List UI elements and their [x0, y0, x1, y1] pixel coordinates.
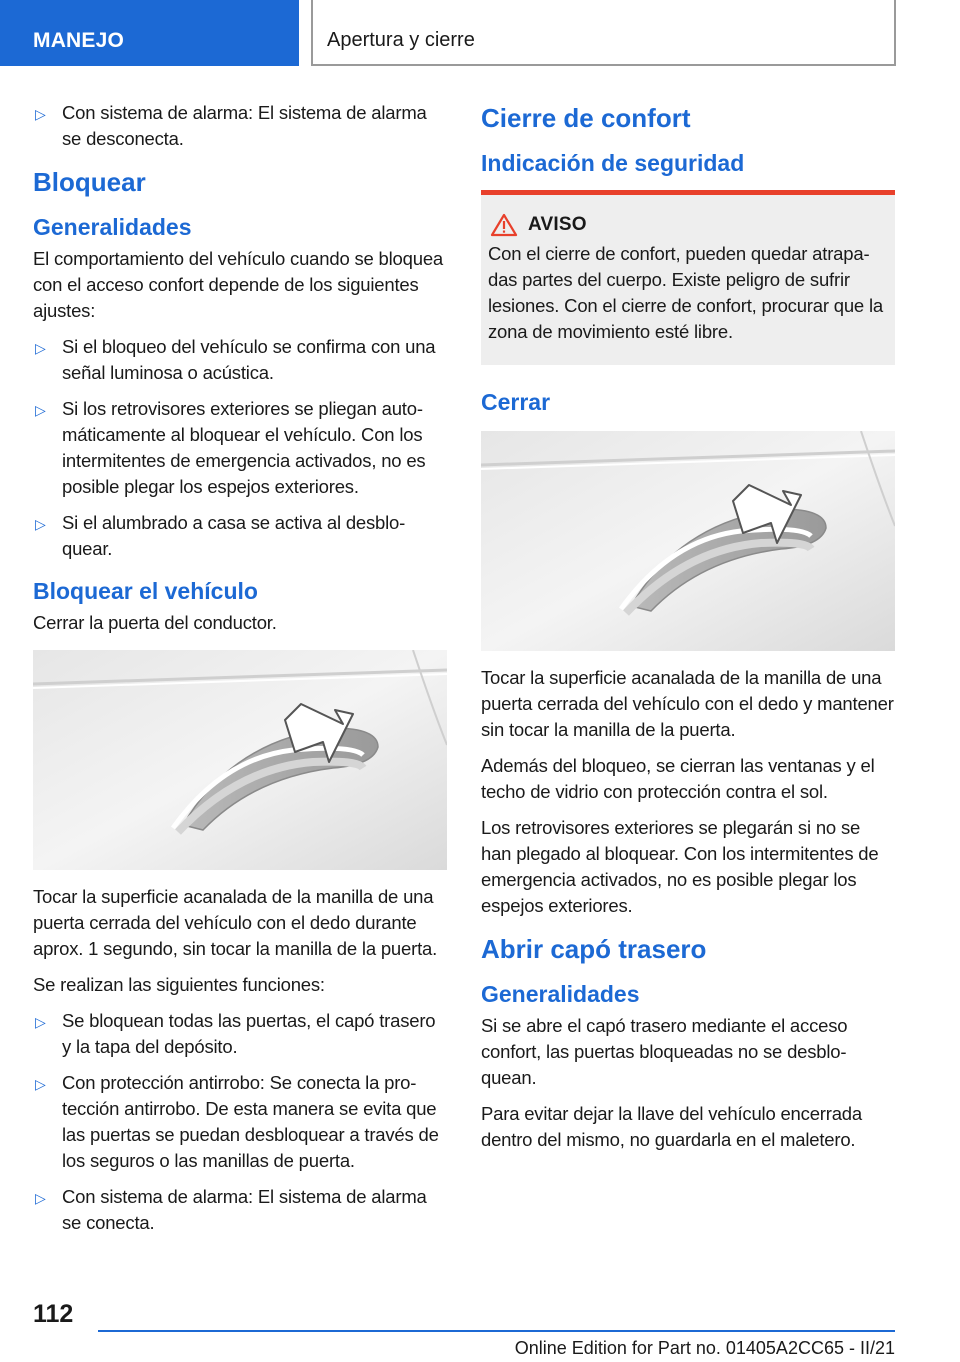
list-item: ▷ Si los retrovisores exteriores se pliegan automáticamente al bloquear el vehículo. Con los intermitentes de emergencia activados, no es posible plegar los espejos exteriores. [35, 398, 426, 497]
settings-list [33, 334, 447, 562]
paragraph: Para evitar dejar la llave del vehículo encerrada dentro del mismo, no guardarla en el maletero. [481, 1103, 862, 1150]
section-title: MANEJO [33, 29, 125, 52]
triangle-right-icon: ▷ [35, 340, 46, 356]
subheading-generalidades: Generalidades [33, 214, 192, 240]
left-column [33, 100, 447, 1246]
list-item: ▷ Se bloquean todas las puertas, el capó trasero y la tapa del depósito. [35, 1010, 436, 1057]
page-number: 112 [33, 1300, 74, 1328]
triangle-right-icon: ▷ [35, 1190, 46, 1206]
paragraph: Tocar la superficie acanalada de la manilla de una puerta cerrada del vehículo con el dedo y mantener sin tocar la manilla de la puerta. [481, 667, 894, 740]
paragraph: Si se abre el capó trasero mediante el acceso confort, las puertas bloqueadas no se desbloquean. [481, 1015, 848, 1088]
door-handle-illustration [481, 431, 895, 651]
warning-text: Con el cierre de confort, pueden quedar atrapadas partes del cuerpo. Existe peligro de sufrir lesiones. Con el cierre de confort, procurar que la zona de movimiento esté libre. [488, 243, 883, 342]
paragraph: El comportamiento del vehículo cuando se bloquea con el acceso confort depende de los siguientes ajustes: [33, 248, 444, 321]
subheading-bloquear-vehiculo: Bloquear el vehículo [33, 578, 258, 604]
subheading-cerrar: Cerrar [481, 389, 551, 415]
warning-triangle-icon [490, 213, 518, 237]
list-item: ▷ Si el bloqueo del vehículo se confirma con una señal luminosa o acústica. [35, 336, 436, 383]
paragraph: Los retrovisores exteriores se plegarán si no se han plegado al bloquear. Con los intermitentes de emergencia activados, no es posible plegar los espejos exteriores. [481, 817, 879, 916]
warning-title: AVISO [528, 214, 587, 235]
triangle-right-icon: ▷ [35, 1076, 46, 1092]
triangle-right-icon: ▷ [35, 106, 46, 122]
door-handle-illustration [33, 650, 447, 870]
subheading-generalidades: Generalidades [481, 981, 640, 1007]
paragraph: Además del bloqueo, se cierran las ventanas y el techo de vidrio con protección contra el sol. [481, 755, 875, 802]
list-item: ▷ Si el alumbrado a casa se activa al desbloquear. [35, 512, 406, 559]
chapter-title: Apertura y cierre [327, 29, 475, 51]
list-item: ▷ Con protección antirrobo: Se conecta la protección antirrobo. De esta manera se evita que las puertas se puedan desbloquear a través de los seguros o las manillas de puerta. [35, 1072, 439, 1171]
section-tab [0, 0, 299, 66]
warning-box [481, 190, 895, 365]
subheading-seguridad: Indicación de seguridad [481, 150, 745, 176]
triangle-right-icon: ▷ [35, 402, 46, 418]
triangle-right-icon: ▷ [35, 1014, 46, 1030]
functions-list [33, 1008, 447, 1236]
paragraph: Se realizan las siguientes funciones: [33, 974, 325, 995]
chapter-tab [311, 0, 896, 66]
section-heading-capo: Abrir capó trasero [481, 934, 707, 964]
right-column [481, 100, 895, 1163]
triangle-right-icon: ▷ [35, 516, 46, 532]
footer-edition: Online Edition for Part no. 01405A2CC65 - II/21 [514, 1338, 895, 1358]
section-heading-bloquear: Bloquear [33, 167, 146, 197]
list-item: ▷ Con sistema de alarma: El sistema de alarma se desconecta. [35, 102, 427, 149]
footer-divider [98, 1330, 895, 1332]
list-item: ▷ Con sistema de alarma: El sistema de alarma se conecta. [35, 1186, 427, 1233]
intro-list [33, 100, 447, 152]
section-heading-cierre-confort: Cierre de confort [481, 103, 691, 133]
warning-header [488, 213, 889, 237]
paragraph: Tocar la superficie acanalada de la manilla de una puerta cerrada del vehículo con el dedo durante aprox. 1 segundo, sin tocar la manilla de la puerta. [33, 886, 438, 959]
paragraph: Cerrar la puerta del conductor. [33, 612, 277, 633]
